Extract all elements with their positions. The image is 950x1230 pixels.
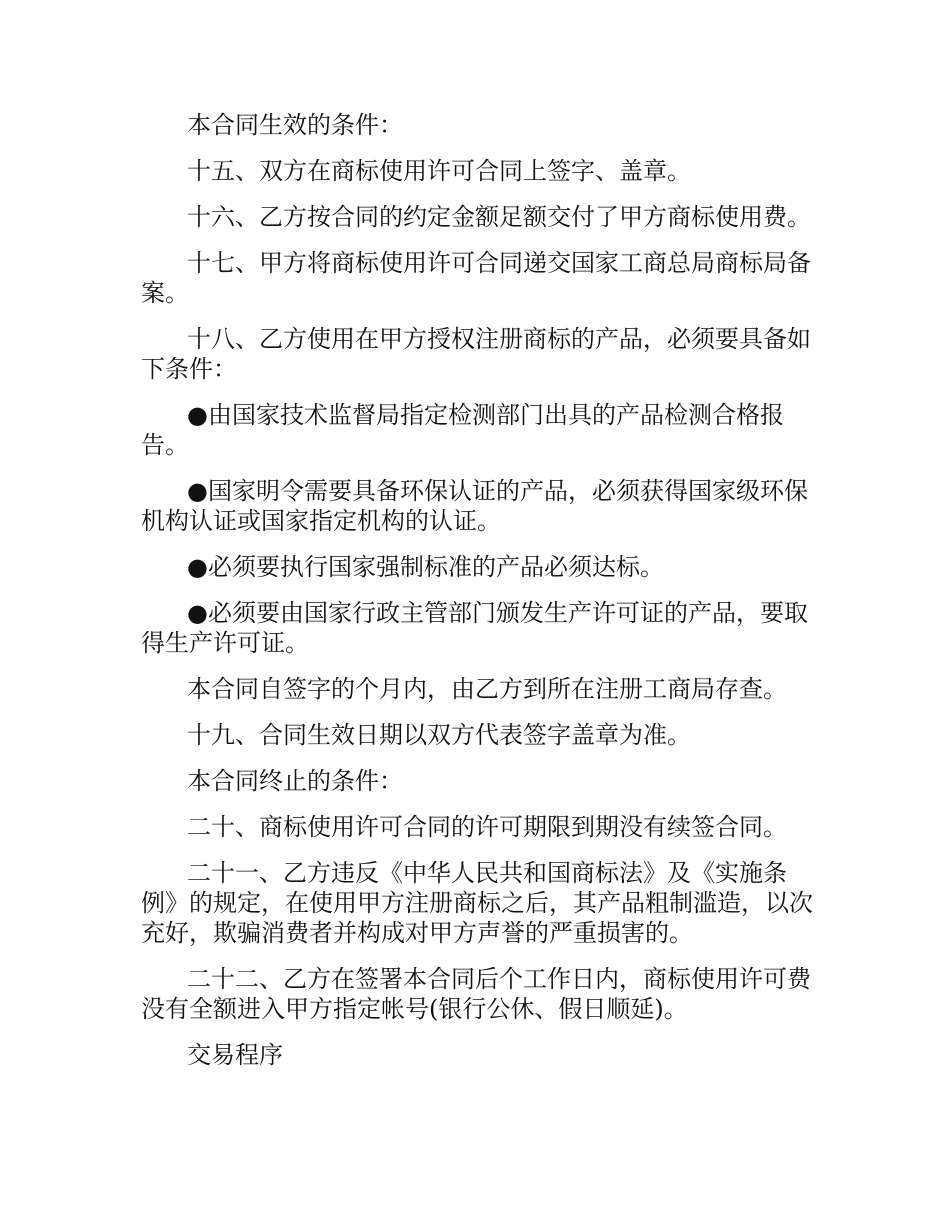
clause-21: 二十一、乙方违反《中华人民共和国商标法》及《实施条例》的规定，在使用甲方注册商标之后，其产品粗制滥造，以次充好，欺骗消费者并构成对甲方声誉的严重损害的。 — [141, 859, 813, 947]
clause-18: 十八、乙方使用在甲方授权注册商标的产品，必须要具备如下条件： — [141, 325, 811, 383]
clause-15: 十五、双方在商标使用许可合同上签字、盖章。 — [187, 157, 691, 185]
heading-effective-conditions: 本合同生效的条件： — [187, 111, 403, 139]
filing-clause: 本合同自签字的个月内，由乙方到所在注册工商局存查。 — [187, 675, 787, 703]
heading-termination-conditions: 本合同终止的条件： — [187, 767, 403, 795]
document-body — [141, 110, 821, 1086]
condition-bullet-inspection: ●由国家技术监督局指定检测部门出具的产品检测合格报告。 — [141, 401, 784, 459]
condition-bullet-standard: ●必须要执行国家强制标准的产品必须达标。 — [187, 553, 664, 581]
heading-transaction-procedure: 交易程序 — [187, 1041, 283, 1069]
clause-20: 二十、商标使用许可合同的许可期限到期没有续签合同。 — [187, 813, 787, 841]
clause-22: 二十二、乙方在签署本合同后个工作日内，商标使用许可费没有全额进入甲方指定帐号(银行公休、假日顺延)。 — [141, 965, 811, 1023]
condition-bullet-license: ●必须要由国家行政主管部门颁发生产许可证的产品，要取得生产许可证。 — [141, 599, 808, 657]
clause-17: 十七、甲方将商标使用许可合同递交国家工商总局商标局备案。 — [141, 249, 811, 307]
clause-16: 十六、乙方按合同的约定金额足额交付了甲方商标使用费。 — [187, 203, 811, 231]
condition-bullet-environment: ●国家明令需要具备环保认证的产品，必须获得国家级环保机构认证或国家指定机构的认证。 — [141, 477, 808, 535]
clause-19: 十九、合同生效日期以双方代表签字盖章为准。 — [187, 721, 691, 749]
